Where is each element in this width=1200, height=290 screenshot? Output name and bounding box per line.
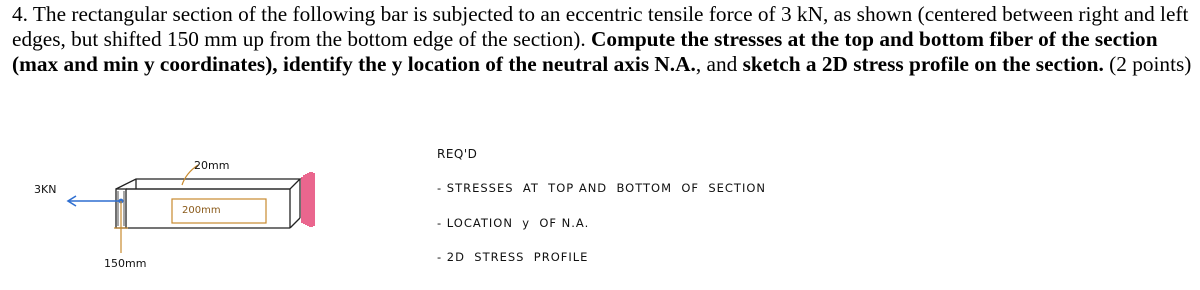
- problem-mid: , and: [695, 52, 743, 76]
- fixed-support-hatching: [302, 172, 314, 227]
- problem-statement: [12, 2, 1192, 77]
- problem-intro: 4. The rectangular section of the following bar is subjected to an eccentric tensile force of 3 kN, as shown (centered between right and left edges, but shifted 150 mm up from the bottom edge of the section).: [12, 2, 1189, 51]
- bar-figure: [0, 135, 1200, 285]
- width-label: 20mm: [194, 159, 230, 172]
- bar-sketch: [0, 135, 1200, 285]
- problem-task-2: sketch a 2D stress profile on the section.: [742, 52, 1104, 76]
- requirement-item: - LOCATION y OF N.A.: [437, 216, 590, 230]
- offset-label: 150mm: [104, 257, 147, 270]
- bar-outline: [116, 179, 300, 228]
- height-label: 200mm: [182, 205, 221, 216]
- force-label: 3KN: [34, 183, 57, 196]
- requirements-title: REQ'D: [437, 147, 478, 161]
- problem-points: (2 points): [1103, 52, 1192, 76]
- force-arrow: [68, 196, 123, 206]
- requirement-item: - 2D STRESS PROFILE: [437, 250, 589, 264]
- requirement-item: - STRESSES AT TOP AND BOTTOM OF SECTION: [437, 181, 766, 195]
- problem-task: Compute the stresses at the top and bottom fiber of the section (max and min y coordinates), identify the y location of the neutral axis N.A.: [12, 27, 1158, 76]
